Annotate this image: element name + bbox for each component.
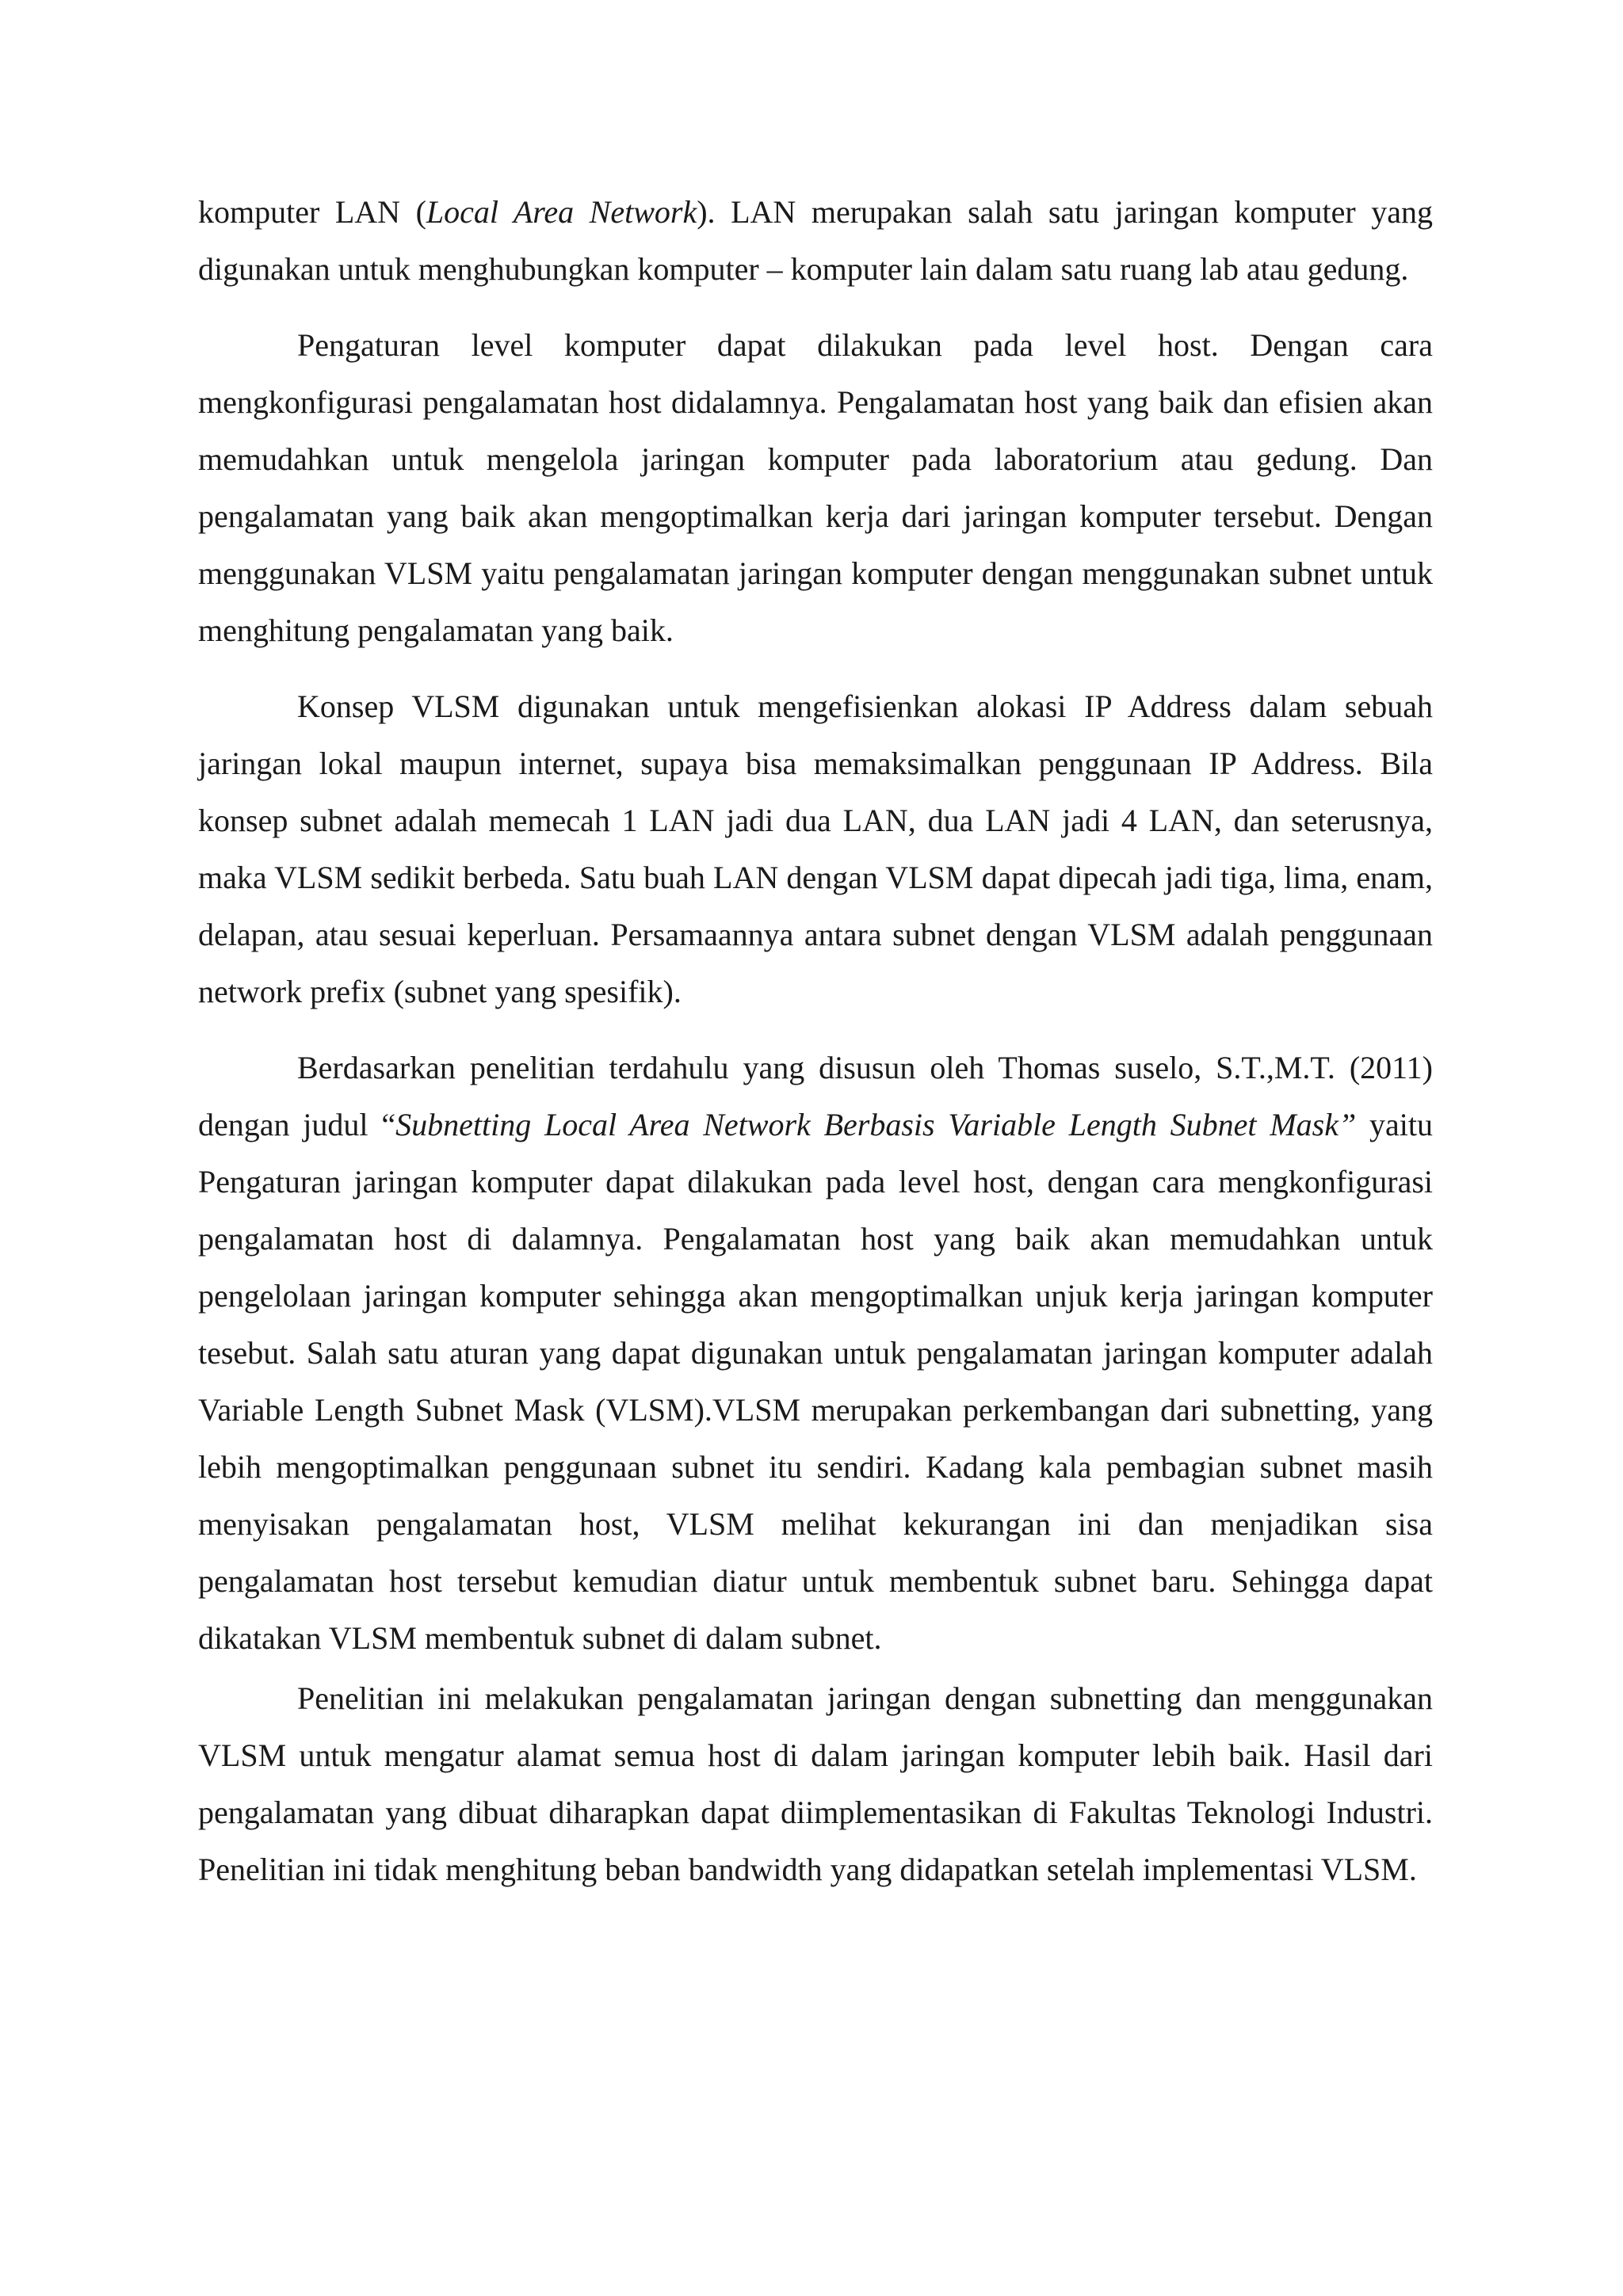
text-segment: Penelitian ini melakukan pengalamatan jaringan dengan subnetting dan menggunakan VLSM untuk mengatur alamat semua host di dalam jaringan komputer lebih baik. Hasil dari pengalamatan yang dibuat diharapkan dapat diimplementasikan di Fakultas Teknologi Industri. Penelitian ini tidak menghitung beban bandwidth yang didapatkan setelah implementasi VLSM. — [198, 1680, 1433, 1887]
text-segment: komputer LAN ( — [198, 194, 426, 230]
paragraph-previous-research — [198, 1039, 1433, 1667]
text-segment: Konsep VLSM digunakan untuk mengefisienkan alokasi IP Address dalam sebuah jaringan lokal maupun internet, supaya bisa memaksimalkan penggunaan IP Address. Bila konsep subnet adalah memecah 1 LAN jadi dua LAN, dua LAN jadi 4 LAN, dan seterusnya, maka VLSM sedikit berbeda. Satu buah LAN dengan VLSM dapat dipecah jadi tiga, lima, enam, delapan, atau sesuai keperluan. Persamaannya antara subnet dengan VLSM adalah penggunaan network prefix (subnet yang spesifik). — [198, 688, 1433, 1009]
text-segment: Berdasarkan penelitian terdahulu yang disusun oleh Thomas suselo, S.T.,M.T. (2011) dengan judul “ — [198, 1050, 1433, 1142]
text-segment: yaitu Pengaturan jaringan komputer dapat dilakukan pada level host, dengan cara mengkonfigurasi pengalamatan host di dalamnya. Pengalamatan host yang baik akan memudahkan untuk pengelolaan jaringan komputer sehingga akan mengoptimalkan unjuk kerja jaringan komputer tesebut. Salah satu aturan yang dapat digunakan untuk pengalamatan jaringan komputer adalah Variable Length Subnet Mask (VLSM).VLSM merupakan perkembangan dari subnetting, yang lebih mengoptimalkan penggunaan subnet itu sendiri. Kadang kala pembagian subnet masih menyisakan pengalamatan host, VLSM melihat kekurangan ini dan menjadikan sisa pengalamatan host tersebut kemudian diatur untuk membentuk subnet baru. Sehingga dapat dikatakan VLSM membentuk subnet di dalam subnet. — [198, 1107, 1433, 1656]
paragraph-lan-definition — [198, 184, 1433, 298]
text-segment: Pengaturan level komputer dapat dilakukan pada level host. Dengan cara mengkonfigurasi pengalamatan host didalamnya. Pengalamatan host yang baik dan efisien akan memudahkan untuk mengelola jaringan komputer pada laboratorium atau gedung. Dan pengalamatan yang baik akan mengoptimalkan kerja dari jaringan komputer tersebut. Dengan menggunakan VLSM yaitu pengalamatan jaringan komputer dengan menggunakan subnet untuk menghitung pengalamatan yang baik. — [198, 327, 1433, 648]
paragraph-research-scope — [198, 1670, 1433, 1898]
text-segment: ). LAN merupakan salah satu jaringan komputer yang digunakan untuk menghubungkan komputer – komputer lain dalam satu ruang lab atau gedung. — [198, 194, 1434, 287]
document-body — [198, 184, 1433, 1898]
italic-research-title: Subnetting Local Area Network Berbasis Variable Length Subnet Mask” — [395, 1107, 1357, 1142]
paragraph-vlsm-concept — [198, 678, 1433, 1020]
paragraph-host-level-configuration — [198, 317, 1433, 659]
italic-term-local-area-network: Local Area Network — [426, 194, 697, 230]
